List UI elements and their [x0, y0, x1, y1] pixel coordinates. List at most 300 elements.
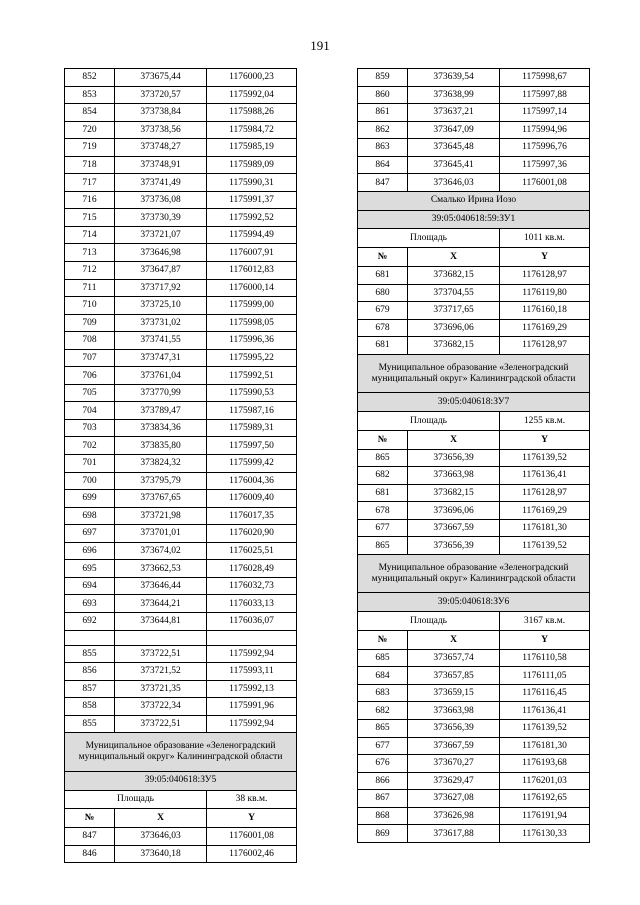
point-number-cell: 859 — [358, 69, 408, 87]
coordinate-row — [65, 525, 297, 543]
point-number-cell: 678 — [358, 502, 408, 520]
point-number-cell: 683 — [358, 684, 408, 702]
point-number-cell: 703 — [65, 419, 115, 437]
area-label: Площадь — [358, 612, 500, 631]
point-number-cell: 692 — [65, 612, 115, 630]
x-coordinate-cell: 373696,06 — [408, 319, 500, 337]
point-number-cell: 865 — [358, 720, 408, 738]
point-number-cell: 704 — [65, 402, 115, 420]
y-coordinate-cell: 1175990,31 — [207, 174, 297, 192]
column-header-number: № — [65, 809, 115, 828]
coordinate-row — [358, 467, 590, 485]
y-coordinate-cell: 1175992,94 — [207, 645, 297, 663]
page-number: 191 — [310, 38, 330, 53]
coordinate-row — [65, 645, 297, 663]
x-coordinate-cell: 373645,41 — [408, 156, 500, 174]
point-number-cell: 860 — [358, 86, 408, 104]
y-coordinate-cell: 1176169,29 — [500, 319, 590, 337]
coordinate-row — [358, 302, 590, 320]
coordinate-row — [358, 502, 590, 520]
coordinate-row — [65, 384, 297, 402]
y-coordinate-cell: 1175989,31 — [207, 419, 297, 437]
cadastral-number: 39:05:040618:ЗУ5 — [65, 771, 297, 790]
point-number-cell: 677 — [358, 519, 408, 537]
point-number-cell: 720 — [65, 121, 115, 139]
y-coordinate-cell: 1176000,14 — [207, 279, 297, 297]
area-row — [65, 790, 297, 809]
point-number-cell: 702 — [65, 437, 115, 455]
coordinate-row — [358, 737, 590, 755]
point-number-cell: 846 — [65, 845, 115, 863]
x-coordinate-cell: 373722,51 — [115, 645, 207, 663]
y-coordinate-cell: 1176001,08 — [207, 828, 297, 846]
x-coordinate-cell: 373617,88 — [408, 825, 500, 843]
coordinate-row — [65, 715, 297, 733]
x-coordinate-cell: 373761,04 — [115, 367, 207, 385]
coordinate-row — [65, 226, 297, 244]
coordinate-row — [358, 537, 590, 555]
point-number-cell: 715 — [65, 209, 115, 227]
owner-name: Муниципальное образование «Зеленоградский муниципальный округ» Калининградской области — [65, 733, 297, 772]
y-coordinate-cell: 1175996,76 — [500, 139, 590, 157]
x-coordinate-cell: 373738,56 — [115, 121, 207, 139]
y-coordinate-cell: 1176033,13 — [207, 595, 297, 613]
coordinate-row — [65, 455, 297, 473]
point-number-cell: 863 — [358, 139, 408, 157]
coordinate-row — [65, 419, 297, 437]
y-coordinate-cell: 1175994,96 — [500, 121, 590, 139]
point-number-cell: 868 — [358, 807, 408, 825]
column-header-y: Y — [500, 631, 590, 650]
x-coordinate-cell: 373701,01 — [115, 525, 207, 543]
x-coordinate-cell: 373747,31 — [115, 349, 207, 367]
x-coordinate-cell: 373662,53 — [115, 560, 207, 578]
point-number-cell: 681 — [358, 484, 408, 502]
point-number-cell: 866 — [358, 772, 408, 790]
x-coordinate-cell: 373663,98 — [408, 467, 500, 485]
x-coordinate-cell: 373736,08 — [115, 191, 207, 209]
y-coordinate-cell: 1175984,72 — [207, 121, 297, 139]
x-coordinate-cell: 373670,27 — [408, 755, 500, 773]
point-number-cell: 684 — [358, 667, 408, 685]
x-coordinate-cell: 373646,98 — [115, 244, 207, 262]
y-coordinate-cell: 1176139,52 — [500, 449, 590, 467]
x-coordinate-cell: 373731,02 — [115, 314, 207, 332]
cadastral-number: 39:05:040618:ЗУ6 — [358, 593, 590, 612]
cadastral-number: 39:05:040618:59:ЗУ1 — [358, 210, 590, 229]
point-number-cell: 696 — [65, 542, 115, 560]
y-coordinate-cell: 1176009,40 — [207, 490, 297, 508]
x-coordinate-cell: 373721,52 — [115, 663, 207, 681]
x-coordinate-cell: 373645,48 — [408, 139, 500, 157]
x-coordinate-cell: 373722,34 — [115, 698, 207, 716]
x-coordinate-cell: 373657,85 — [408, 667, 500, 685]
area-value: 1255 кв.м. — [500, 412, 590, 431]
y-coordinate-cell: 1176139,52 — [500, 537, 590, 555]
column-header-row — [358, 631, 590, 650]
point-number-cell: 711 — [65, 279, 115, 297]
point-number-cell: 865 — [358, 537, 408, 555]
y-coordinate-cell: 1175992,94 — [207, 715, 297, 733]
point-number-cell: 847 — [65, 828, 115, 846]
empty-cell — [207, 630, 297, 645]
point-number-cell: 700 — [65, 472, 115, 490]
y-coordinate-cell: 1175998,67 — [500, 69, 590, 87]
y-coordinate-cell: 1175990,53 — [207, 384, 297, 402]
y-coordinate-cell: 1175999,00 — [207, 297, 297, 315]
point-number-cell: 714 — [65, 226, 115, 244]
point-number-cell: 712 — [65, 262, 115, 280]
coordinate-row — [358, 807, 590, 825]
x-coordinate-cell: 373721,07 — [115, 226, 207, 244]
y-coordinate-cell: 1176025,51 — [207, 542, 297, 560]
coordinate-row — [65, 209, 297, 227]
point-number-cell: 713 — [65, 244, 115, 262]
point-number-cell: 676 — [358, 755, 408, 773]
owner-row — [358, 354, 590, 393]
point-number-cell: 694 — [65, 577, 115, 595]
x-coordinate-cell: 373629,47 — [408, 772, 500, 790]
x-coordinate-cell: 373646,03 — [408, 174, 500, 192]
column-header-number: № — [358, 631, 408, 650]
x-coordinate-cell: 373639,54 — [408, 69, 500, 87]
coordinate-row — [358, 684, 590, 702]
y-coordinate-cell: 1176201,03 — [500, 772, 590, 790]
coordinate-row — [358, 337, 590, 355]
point-number-cell: 857 — [65, 680, 115, 698]
x-coordinate-cell: 373720,57 — [115, 86, 207, 104]
owner-row — [358, 554, 590, 593]
cadastral-number: 39:05:040618:ЗУ7 — [358, 393, 590, 412]
point-number-cell: 681 — [358, 337, 408, 355]
y-coordinate-cell: 1176181,30 — [500, 737, 590, 755]
x-coordinate-cell: 373657,74 — [408, 649, 500, 667]
coordinate-row — [358, 139, 590, 157]
coordinate-row — [358, 667, 590, 685]
point-number-cell: 858 — [65, 698, 115, 716]
y-coordinate-cell: 1176032,73 — [207, 577, 297, 595]
x-coordinate-cell: 373748,27 — [115, 139, 207, 157]
cadastral-row — [358, 593, 590, 612]
x-coordinate-cell: 373644,81 — [115, 612, 207, 630]
area-value: 38 кв.м. — [207, 790, 297, 809]
y-coordinate-cell: 1175987,16 — [207, 402, 297, 420]
x-coordinate-cell: 373789,47 — [115, 402, 207, 420]
point-number-cell: 708 — [65, 332, 115, 350]
area-label: Площадь — [65, 790, 207, 809]
coordinate-row — [65, 86, 297, 104]
coordinate-row — [65, 472, 297, 490]
x-coordinate-cell: 373722,51 — [115, 715, 207, 733]
coordinate-row — [65, 845, 297, 863]
y-coordinate-cell: 1176192,65 — [500, 790, 590, 808]
x-coordinate-cell: 373667,59 — [408, 519, 500, 537]
coordinate-row — [358, 284, 590, 302]
coordinate-row — [65, 262, 297, 280]
x-coordinate-cell: 373835,80 — [115, 437, 207, 455]
y-coordinate-cell: 1176128,97 — [500, 337, 590, 355]
column-header-row — [358, 430, 590, 449]
point-number-cell: 855 — [65, 715, 115, 733]
point-number-cell: 685 — [358, 649, 408, 667]
area-label: Площадь — [358, 229, 500, 248]
coordinate-row — [65, 542, 297, 560]
y-coordinate-cell: 1176193,68 — [500, 755, 590, 773]
y-coordinate-cell: 1176111,05 — [500, 667, 590, 685]
coordinate-row — [358, 174, 590, 192]
coordinate-row — [358, 772, 590, 790]
column-header-number: № — [358, 430, 408, 449]
y-coordinate-cell: 1176136,41 — [500, 702, 590, 720]
y-coordinate-cell: 1175993,11 — [207, 663, 297, 681]
x-coordinate-cell: 373647,87 — [115, 262, 207, 280]
x-coordinate-cell: 373646,44 — [115, 577, 207, 595]
coordinate-row — [358, 104, 590, 122]
owner-name: Муниципальное образование «Зеленоградский муниципальный округ» Калининградской области — [358, 354, 590, 393]
column-header-number: № — [358, 248, 408, 267]
x-coordinate-cell: 373659,15 — [408, 684, 500, 702]
y-coordinate-cell: 1176002,46 — [207, 845, 297, 863]
coordinate-row — [65, 577, 297, 595]
coordinate-row — [65, 332, 297, 350]
point-number-cell: 717 — [65, 174, 115, 192]
point-number-cell: 707 — [65, 349, 115, 367]
point-number-cell: 862 — [358, 121, 408, 139]
coordinate-row — [358, 790, 590, 808]
coordinate-row — [358, 702, 590, 720]
point-number-cell: 680 — [358, 284, 408, 302]
x-coordinate-cell: 373721,35 — [115, 680, 207, 698]
y-coordinate-cell: 1176139,52 — [500, 720, 590, 738]
y-coordinate-cell: 1176004,36 — [207, 472, 297, 490]
area-row — [358, 229, 590, 248]
y-coordinate-cell: 1176020,90 — [207, 525, 297, 543]
x-coordinate-cell: 373646,03 — [115, 828, 207, 846]
y-coordinate-cell: 1176181,30 — [500, 519, 590, 537]
coordinate-row — [358, 755, 590, 773]
x-coordinate-cell: 373824,32 — [115, 455, 207, 473]
x-coordinate-cell: 373640,18 — [115, 845, 207, 863]
x-coordinate-cell: 373721,98 — [115, 507, 207, 525]
coordinate-row — [65, 437, 297, 455]
coordinates-table-left — [64, 68, 297, 863]
coordinate-row — [65, 191, 297, 209]
y-coordinate-cell: 1175998,05 — [207, 314, 297, 332]
coordinate-row — [65, 314, 297, 332]
empty-cell — [65, 630, 115, 645]
column-header-x: X — [115, 809, 207, 828]
y-coordinate-cell: 1175992,13 — [207, 680, 297, 698]
y-coordinate-cell: 1175985,19 — [207, 139, 297, 157]
point-number-cell: 847 — [358, 174, 408, 192]
coordinate-row — [65, 297, 297, 315]
empty-cell — [115, 630, 207, 645]
y-coordinate-cell: 1176000,23 — [207, 69, 297, 87]
x-coordinate-cell: 373730,39 — [115, 209, 207, 227]
owner-name: Муниципальное образование «Зеленоградский муниципальный округ» Калининградской области — [358, 554, 590, 593]
y-coordinate-cell: 1175994,49 — [207, 226, 297, 244]
y-coordinate-cell: 1175995,22 — [207, 349, 297, 367]
coordinate-row — [358, 156, 590, 174]
column-header-y: Y — [500, 430, 590, 449]
y-coordinate-cell: 1175991,37 — [207, 191, 297, 209]
y-coordinate-cell: 1175997,50 — [207, 437, 297, 455]
y-coordinate-cell: 1175997,88 — [500, 86, 590, 104]
coordinate-row — [65, 490, 297, 508]
y-coordinate-cell: 1176128,97 — [500, 267, 590, 285]
y-coordinate-cell: 1175996,36 — [207, 332, 297, 350]
x-coordinate-cell: 373767,65 — [115, 490, 207, 508]
area-value: 1011 кв.м. — [500, 229, 590, 248]
cadastral-row — [65, 771, 297, 790]
x-coordinate-cell: 373717,92 — [115, 279, 207, 297]
x-coordinate-cell: 373741,55 — [115, 332, 207, 350]
y-coordinate-cell: 1176036,07 — [207, 612, 297, 630]
x-coordinate-cell: 373656,39 — [408, 449, 500, 467]
point-number-cell: 852 — [65, 69, 115, 87]
coordinate-row — [358, 484, 590, 502]
coordinate-row — [65, 698, 297, 716]
x-coordinate-cell: 373704,55 — [408, 284, 500, 302]
point-number-cell: 698 — [65, 507, 115, 525]
x-coordinate-cell: 373674,02 — [115, 542, 207, 560]
x-coordinate-cell: 373741,49 — [115, 174, 207, 192]
coordinate-row — [65, 663, 297, 681]
x-coordinate-cell: 373667,59 — [408, 737, 500, 755]
point-number-cell: 864 — [358, 156, 408, 174]
y-coordinate-cell: 1175989,09 — [207, 156, 297, 174]
coordinates-table-right — [357, 68, 590, 843]
y-coordinate-cell: 1175992,04 — [207, 86, 297, 104]
point-number-cell: 867 — [358, 790, 408, 808]
point-number-cell: 705 — [65, 384, 115, 402]
x-coordinate-cell: 373834,36 — [115, 419, 207, 437]
owner-name: Смалько Ирина Иозо — [358, 191, 590, 210]
point-number-cell: 718 — [65, 156, 115, 174]
coordinate-row — [65, 402, 297, 420]
x-coordinate-cell: 373682,15 — [408, 337, 500, 355]
x-coordinate-cell: 373637,21 — [408, 104, 500, 122]
y-coordinate-cell: 1175997,36 — [500, 156, 590, 174]
coordinate-row — [358, 121, 590, 139]
coordinate-row — [358, 86, 590, 104]
column-header-x: X — [408, 631, 500, 650]
y-coordinate-cell: 1175992,52 — [207, 209, 297, 227]
coordinate-row — [65, 612, 297, 630]
x-coordinate-cell: 373626,98 — [408, 807, 500, 825]
point-number-cell: 701 — [65, 455, 115, 473]
point-number-cell: 682 — [358, 467, 408, 485]
y-coordinate-cell: 1176012,83 — [207, 262, 297, 280]
point-number-cell: 853 — [65, 86, 115, 104]
coordinate-row — [65, 139, 297, 157]
y-coordinate-cell: 1176160,18 — [500, 302, 590, 320]
column-header-row — [65, 809, 297, 828]
coordinate-row — [65, 244, 297, 262]
coordinate-row — [358, 649, 590, 667]
point-number-cell: 678 — [358, 319, 408, 337]
coordinate-row — [65, 507, 297, 525]
x-coordinate-cell: 373748,91 — [115, 156, 207, 174]
y-coordinate-cell: 1176110,58 — [500, 649, 590, 667]
coordinate-row — [65, 174, 297, 192]
coordinate-row — [65, 279, 297, 297]
area-label: Площадь — [358, 412, 500, 431]
coordinate-row — [65, 349, 297, 367]
coordinate-row — [65, 69, 297, 87]
x-coordinate-cell: 373717,65 — [408, 302, 500, 320]
coordinate-row — [65, 595, 297, 613]
y-coordinate-cell: 1176128,97 — [500, 484, 590, 502]
x-coordinate-cell: 373675,44 — [115, 69, 207, 87]
area-value: 3167 кв.м. — [500, 612, 590, 631]
x-coordinate-cell: 373656,39 — [408, 720, 500, 738]
x-coordinate-cell: 373770,99 — [115, 384, 207, 402]
coordinate-row — [65, 560, 297, 578]
point-number-cell: 854 — [65, 104, 115, 122]
y-coordinate-cell: 1176130,33 — [500, 825, 590, 843]
point-number-cell: 709 — [65, 314, 115, 332]
coordinate-row — [358, 519, 590, 537]
x-coordinate-cell: 373627,08 — [408, 790, 500, 808]
coordinate-row — [65, 680, 297, 698]
y-coordinate-cell: 1175997,14 — [500, 104, 590, 122]
x-coordinate-cell: 373725,10 — [115, 297, 207, 315]
x-coordinate-cell: 373647,09 — [408, 121, 500, 139]
x-coordinate-cell: 373696,06 — [408, 502, 500, 520]
point-number-cell: 716 — [65, 191, 115, 209]
y-coordinate-cell: 1175988,26 — [207, 104, 297, 122]
point-number-cell: 693 — [65, 595, 115, 613]
x-coordinate-cell: 373656,39 — [408, 537, 500, 555]
point-number-cell: 861 — [358, 104, 408, 122]
point-number-cell: 695 — [65, 560, 115, 578]
y-coordinate-cell: 1176017,35 — [207, 507, 297, 525]
y-coordinate-cell: 1176116,45 — [500, 684, 590, 702]
y-coordinate-cell: 1176001,08 — [500, 174, 590, 192]
column-header-row — [358, 248, 590, 267]
coordinate-row — [358, 825, 590, 843]
coordinate-row — [65, 156, 297, 174]
coordinate-row — [65, 828, 297, 846]
area-row — [358, 412, 590, 431]
point-number-cell: 719 — [65, 139, 115, 157]
point-number-cell: 699 — [65, 490, 115, 508]
coordinate-row — [358, 449, 590, 467]
point-number-cell: 855 — [65, 645, 115, 663]
point-number-cell: 706 — [65, 367, 115, 385]
x-coordinate-cell: 373663,98 — [408, 702, 500, 720]
point-number-cell: 710 — [65, 297, 115, 315]
coordinate-row — [358, 319, 590, 337]
y-coordinate-cell: 1176169,29 — [500, 502, 590, 520]
coordinate-row — [65, 104, 297, 122]
y-coordinate-cell: 1175991,96 — [207, 698, 297, 716]
coordinate-row — [65, 367, 297, 385]
y-coordinate-cell: 1176136,41 — [500, 467, 590, 485]
column-header-x: X — [408, 430, 500, 449]
y-coordinate-cell: 1176028,49 — [207, 560, 297, 578]
point-number-cell: 677 — [358, 737, 408, 755]
point-number-cell: 856 — [65, 663, 115, 681]
x-coordinate-cell: 373682,15 — [408, 267, 500, 285]
y-coordinate-cell: 1176007,91 — [207, 244, 297, 262]
point-number-cell: 679 — [358, 302, 408, 320]
point-number-cell: 865 — [358, 449, 408, 467]
cadastral-row — [358, 210, 590, 229]
x-coordinate-cell: 373738,84 — [115, 104, 207, 122]
x-coordinate-cell: 373638,99 — [408, 86, 500, 104]
